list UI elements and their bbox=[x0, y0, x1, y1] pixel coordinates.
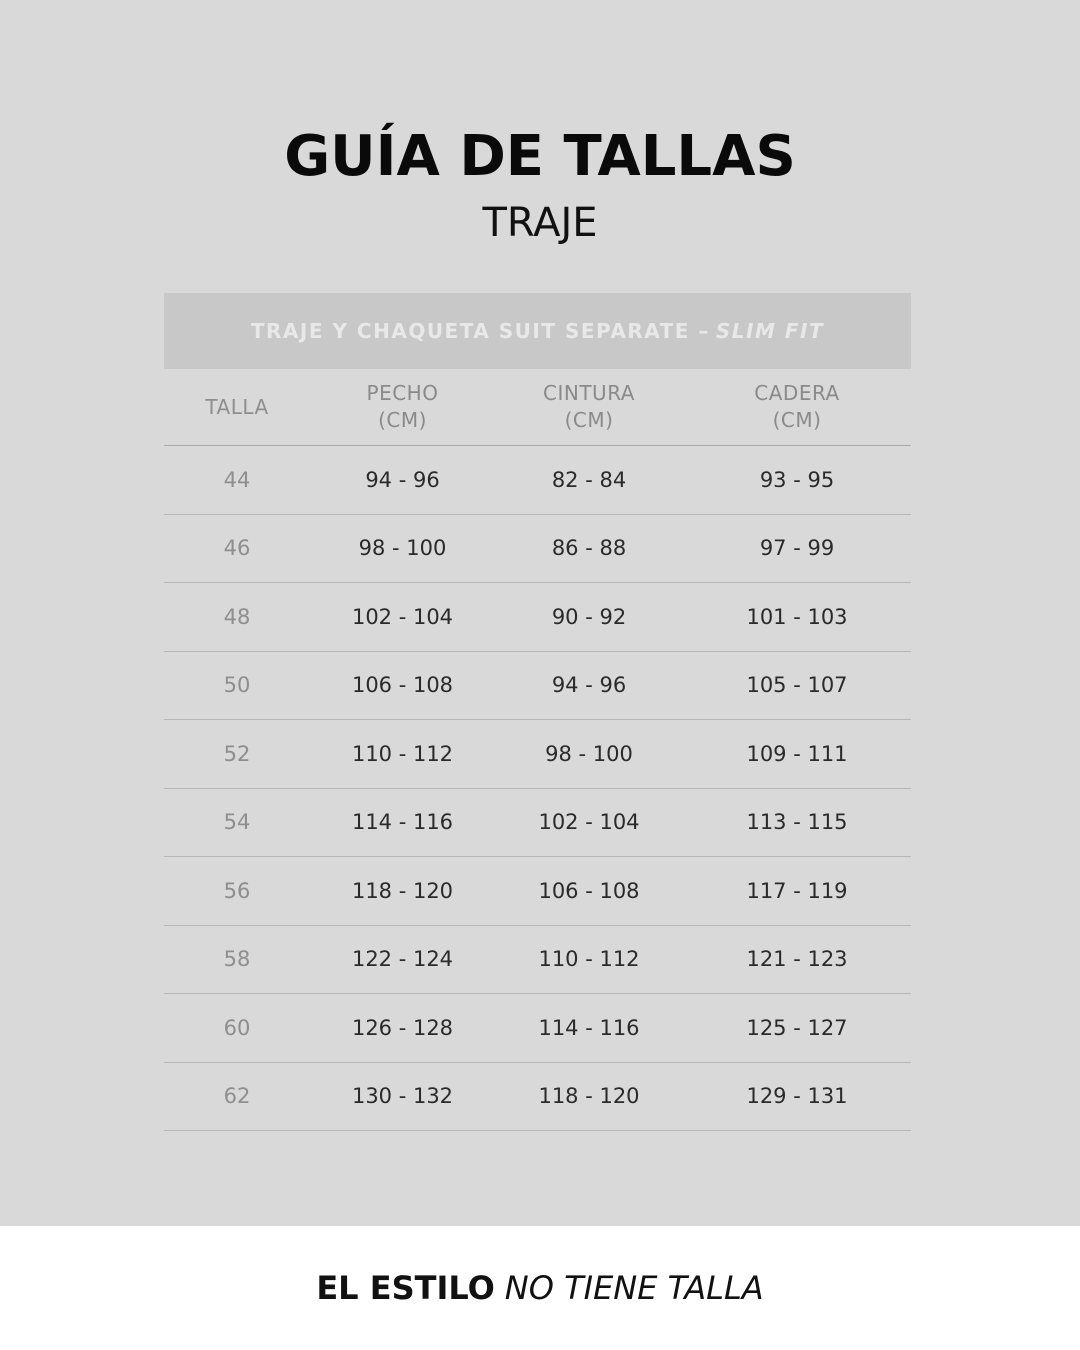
cell-cadera: 93 - 95 bbox=[759, 467, 835, 492]
cell-talla: 58 bbox=[223, 947, 251, 972]
cell-cintura: 106 - 108 bbox=[538, 878, 640, 903]
cell-cintura: 86 - 88 bbox=[551, 536, 627, 561]
column-header-cadera bbox=[683, 380, 911, 434]
column-header-pecho bbox=[310, 380, 495, 434]
cell-talla: 62 bbox=[223, 1084, 251, 1109]
cell-talla: 48 bbox=[223, 604, 251, 629]
cell-cadera: 125 - 127 bbox=[746, 1015, 848, 1040]
cell-cadera: 105 - 107 bbox=[746, 673, 848, 698]
cell-cadera: 121 - 123 bbox=[746, 947, 848, 972]
column-header-unit: (CM) bbox=[564, 408, 614, 432]
cell-talla: 50 bbox=[223, 673, 251, 698]
cell-cintura: 110 - 112 bbox=[538, 947, 640, 972]
cell-cadera: 129 - 131 bbox=[746, 1084, 848, 1109]
column-header-line: TALLA bbox=[205, 394, 269, 419]
table-row bbox=[164, 652, 911, 721]
table-caption: TRAJE Y CHAQUETA SUIT SEPARATE – bbox=[250, 319, 710, 343]
table-row bbox=[164, 926, 911, 995]
cell-cintura: 94 - 96 bbox=[551, 673, 627, 698]
cell-pecho: 106 - 108 bbox=[351, 673, 454, 698]
size-table bbox=[164, 293, 911, 1131]
column-header-talla bbox=[164, 394, 310, 421]
table-header-row bbox=[164, 369, 911, 446]
cell-pecho: 114 - 116 bbox=[351, 810, 454, 835]
table-row bbox=[164, 994, 911, 1063]
table-row bbox=[164, 789, 911, 858]
cell-cintura: 98 - 100 bbox=[545, 741, 633, 766]
column-header-unit: (CM) bbox=[378, 408, 427, 432]
slogan-bold: EL ESTILO bbox=[316, 1269, 495, 1307]
cell-cintura: 102 - 104 bbox=[538, 810, 640, 835]
cell-talla: 44 bbox=[223, 467, 251, 492]
table-row bbox=[164, 583, 911, 652]
cell-cadera: 113 - 115 bbox=[746, 810, 848, 835]
footer-slogan bbox=[0, 1226, 1080, 1350]
table-body bbox=[164, 446, 911, 1131]
cell-pecho: 122 - 124 bbox=[351, 947, 454, 972]
cell-cintura: 82 - 84 bbox=[551, 467, 627, 492]
cell-cadera: 109 - 111 bbox=[746, 741, 848, 766]
cell-cadera: 101 - 103 bbox=[746, 604, 848, 629]
table-row bbox=[164, 857, 911, 926]
cell-pecho: 110 - 112 bbox=[351, 741, 454, 766]
cell-pecho: 102 - 104 bbox=[351, 604, 454, 629]
cell-pecho: 126 - 128 bbox=[351, 1015, 454, 1040]
cell-talla: 54 bbox=[223, 810, 251, 835]
cell-talla: 60 bbox=[223, 1015, 251, 1040]
table-row bbox=[164, 1063, 911, 1132]
table-row bbox=[164, 720, 911, 789]
cell-cadera: 117 - 119 bbox=[746, 878, 848, 903]
cell-pecho: 118 - 120 bbox=[351, 878, 454, 903]
cell-cintura: 90 - 92 bbox=[551, 604, 627, 629]
table-row bbox=[164, 446, 911, 515]
page-subtitle: TRAJE bbox=[482, 200, 598, 246]
cell-pecho: 94 - 96 bbox=[365, 467, 440, 492]
table-caption-fit: SLIM FIT bbox=[715, 319, 825, 343]
cell-talla: 56 bbox=[223, 878, 251, 903]
cell-cintura: 118 - 120 bbox=[538, 1084, 640, 1109]
table-row bbox=[164, 515, 911, 584]
page-title: GUÍA DE TALLAS bbox=[284, 124, 796, 189]
cell-cintura: 114 - 116 bbox=[538, 1015, 640, 1040]
cell-pecho: 98 - 100 bbox=[358, 536, 447, 561]
column-header-line: CINTURA bbox=[543, 381, 635, 405]
cell-talla: 46 bbox=[223, 536, 251, 561]
cell-talla: 52 bbox=[223, 741, 251, 766]
table-caption-band bbox=[164, 293, 911, 369]
cell-pecho: 130 - 132 bbox=[351, 1084, 454, 1109]
column-header-cintura bbox=[495, 380, 683, 434]
column-header-line: CADERA bbox=[754, 381, 840, 405]
slogan-italic: NO TIENE TALLA bbox=[504, 1269, 764, 1307]
cell-cadera: 97 - 99 bbox=[759, 536, 835, 561]
column-header-unit: (CM) bbox=[772, 408, 822, 432]
column-header-line: PECHO bbox=[366, 381, 439, 405]
